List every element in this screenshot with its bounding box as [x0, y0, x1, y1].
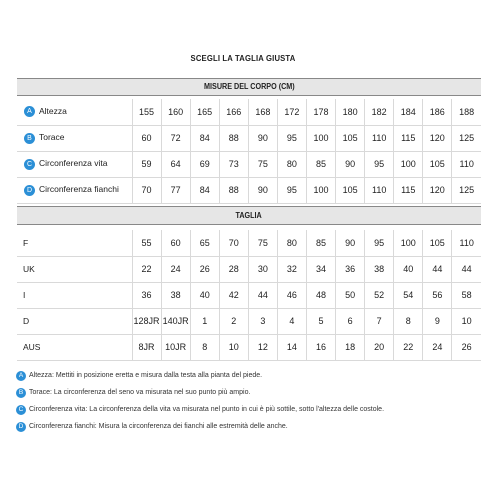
- row-label: [17, 99, 132, 125]
- table-cell: 110: [452, 230, 481, 256]
- table-cell: 100: [306, 125, 335, 151]
- table-cell: 36: [132, 282, 161, 308]
- table-cell: 110: [452, 151, 481, 177]
- table-cell: 84: [190, 125, 219, 151]
- body-measurements-header-label: MISURE DEL CORPO (CM): [203, 82, 295, 91]
- table-cell: 120: [423, 177, 452, 203]
- table-cell: 16: [306, 334, 335, 360]
- row-label: [17, 177, 132, 203]
- table-cell: 90: [248, 125, 277, 151]
- badge-icon: A: [16, 371, 26, 381]
- table-cell: 80: [277, 230, 306, 256]
- table-cell: 8: [394, 308, 423, 334]
- note-text: Circonferenza fianchi: Misura la circonferenza dei fianchi alle estremità delle anche.: [29, 423, 288, 430]
- table-cell: 65: [190, 230, 219, 256]
- badge-icon: B: [24, 133, 35, 144]
- table-cell: 26: [190, 256, 219, 282]
- table-cell: 69: [190, 151, 219, 177]
- table-cell: 40: [394, 256, 423, 282]
- row-label-text: Torace: [39, 132, 65, 143]
- row-label: [17, 256, 132, 282]
- table-cell: 88: [219, 125, 248, 151]
- table-cell: 88: [219, 177, 248, 203]
- table-cell: 140JR: [161, 308, 190, 334]
- row-label: [17, 334, 132, 360]
- table-cell: 44: [452, 256, 481, 282]
- table-row: [17, 99, 481, 125]
- table-cell: 100: [394, 151, 423, 177]
- table-cell: 75: [248, 230, 277, 256]
- table-cell: 9: [423, 308, 452, 334]
- table-cell: 7: [365, 308, 394, 334]
- row-label: [17, 282, 132, 308]
- table-cell: 100: [394, 230, 423, 256]
- size-table: [17, 230, 481, 361]
- table-cell: 168: [248, 99, 277, 125]
- row-label-text: F: [23, 237, 29, 248]
- table-cell: 95: [277, 177, 306, 203]
- table-cell: 155: [132, 99, 161, 125]
- table-row: [17, 334, 481, 360]
- table-cell: 48: [306, 282, 335, 308]
- table-cell: 50: [336, 282, 365, 308]
- table-cell: 75: [248, 151, 277, 177]
- row-label-text: Altezza: [39, 106, 67, 117]
- table-cell: 28: [219, 256, 248, 282]
- note-text: Altezza: Mettiti in posizione eretta e misura dalla testa alla pianta del piede.: [29, 372, 263, 379]
- table-row: [17, 177, 481, 203]
- table-cell: 90: [336, 230, 365, 256]
- table-cell: 6: [336, 308, 365, 334]
- table-cell: 128JR: [132, 308, 161, 334]
- table-cell: 5: [306, 308, 335, 334]
- size-header: [17, 206, 481, 225]
- note-item: [16, 401, 481, 418]
- row-label-text: AUS: [23, 342, 41, 352]
- table-cell: 105: [423, 230, 452, 256]
- table-cell: 95: [277, 125, 306, 151]
- table-cell: 22: [394, 334, 423, 360]
- table-cell: 8JR: [132, 334, 161, 360]
- table-cell: 84: [190, 177, 219, 203]
- table-cell: 110: [365, 125, 394, 151]
- table-cell: 85: [306, 151, 335, 177]
- badge-icon: D: [16, 422, 26, 432]
- table-cell: 64: [161, 151, 190, 177]
- notes-list: [16, 367, 481, 435]
- table-cell: 52: [365, 282, 394, 308]
- table-cell: 2: [219, 308, 248, 334]
- note-text: Torace: La circonferenza del seno va misurata nel suo punto più ampio.: [29, 389, 251, 396]
- table-cell: 12: [248, 334, 277, 360]
- table-cell: 3: [248, 308, 277, 334]
- table-cell: 44: [248, 282, 277, 308]
- table-cell: 110: [365, 177, 394, 203]
- note-text: Circonferenza vita: La circonferenza della vita va misurata nel punto in cui è più sottile, sotto l'altezza delle costole.: [29, 406, 385, 413]
- table-cell: 105: [336, 125, 365, 151]
- table-row: [17, 230, 481, 256]
- table-cell: 1: [190, 308, 219, 334]
- table-cell: 56: [423, 282, 452, 308]
- table-cell: 115: [394, 125, 423, 151]
- row-label: [17, 230, 132, 256]
- table-cell: 90: [336, 151, 365, 177]
- row-label-text: Circonferenza fianchi: [39, 184, 119, 195]
- row-label-text: UK: [23, 264, 35, 274]
- table-cell: 72: [161, 125, 190, 151]
- table-cell: 22: [132, 256, 161, 282]
- table-row: [17, 256, 481, 282]
- table-cell: 36: [336, 256, 365, 282]
- row-label: [17, 125, 132, 151]
- badge-icon: B: [16, 388, 26, 398]
- table-cell: 95: [365, 151, 394, 177]
- table-cell: 125: [452, 177, 481, 203]
- row-label-text: D: [23, 316, 30, 326]
- table-row: [17, 282, 481, 308]
- table-cell: 125: [452, 125, 481, 151]
- table-cell: 30: [248, 256, 277, 282]
- table-cell: 105: [423, 151, 452, 177]
- table-cell: 172: [277, 99, 306, 125]
- table-cell: 182: [365, 99, 394, 125]
- table-cell: 95: [365, 230, 394, 256]
- table-cell: 54: [394, 282, 423, 308]
- table-cell: 10JR: [161, 334, 190, 360]
- badge-icon: A: [24, 106, 35, 117]
- note-item: [16, 418, 481, 435]
- table-cell: 14: [277, 334, 306, 360]
- table-cell: 46: [277, 282, 306, 308]
- table-cell: 105: [336, 177, 365, 203]
- table-cell: 160: [161, 99, 190, 125]
- table-cell: 77: [161, 177, 190, 203]
- table-cell: 120: [423, 125, 452, 151]
- table-cell: 58: [452, 282, 481, 308]
- table-cell: 38: [161, 282, 190, 308]
- table-cell: 20: [365, 334, 394, 360]
- table-cell: 115: [394, 177, 423, 203]
- table-cell: 26: [452, 334, 481, 360]
- row-label-text: Circonferenza vita: [39, 158, 108, 169]
- table-cell: 186: [423, 99, 452, 125]
- table-cell: 73: [219, 151, 248, 177]
- table-row: [17, 125, 481, 151]
- table-cell: 184: [394, 99, 423, 125]
- table-cell: 165: [190, 99, 219, 125]
- table-cell: 188: [452, 99, 481, 125]
- table-cell: 4: [277, 308, 306, 334]
- table-cell: 80: [277, 151, 306, 177]
- row-label-text: I: [23, 290, 26, 300]
- table-cell: 166: [219, 99, 248, 125]
- table-row: [17, 151, 481, 177]
- table-cell: 18: [336, 334, 365, 360]
- size-header-label: TAGLIA: [235, 211, 263, 220]
- note-item: [16, 384, 481, 401]
- table-cell: 59: [132, 151, 161, 177]
- body-measurements-table: [17, 99, 481, 204]
- table-cell: 70: [132, 177, 161, 203]
- table-cell: 40: [190, 282, 219, 308]
- table-cell: 44: [423, 256, 452, 282]
- badge-icon: C: [16, 405, 26, 415]
- page-title: SCEGLI LA TAGLIA GIUSTA: [190, 53, 296, 63]
- table-cell: 10: [219, 334, 248, 360]
- table-cell: 24: [161, 256, 190, 282]
- table-cell: 60: [161, 230, 190, 256]
- table-cell: 8: [190, 334, 219, 360]
- table-cell: 24: [423, 334, 452, 360]
- table-cell: 42: [219, 282, 248, 308]
- table-cell: 70: [219, 230, 248, 256]
- table-row: [17, 308, 481, 334]
- row-label: [17, 308, 132, 334]
- table-cell: 32: [277, 256, 306, 282]
- table-cell: 180: [336, 99, 365, 125]
- table-cell: 100: [306, 177, 335, 203]
- table-cell: 10: [452, 308, 481, 334]
- row-label: [17, 151, 132, 177]
- table-cell: 60: [132, 125, 161, 151]
- table-cell: 55: [132, 230, 161, 256]
- badge-icon: C: [24, 159, 35, 170]
- badge-icon: D: [24, 185, 35, 196]
- body-measurements-header: [17, 78, 481, 96]
- table-cell: 90: [248, 177, 277, 203]
- note-item: [16, 367, 481, 384]
- table-cell: 85: [306, 230, 335, 256]
- table-cell: 38: [365, 256, 394, 282]
- table-cell: 34: [306, 256, 335, 282]
- table-cell: 178: [306, 99, 335, 125]
